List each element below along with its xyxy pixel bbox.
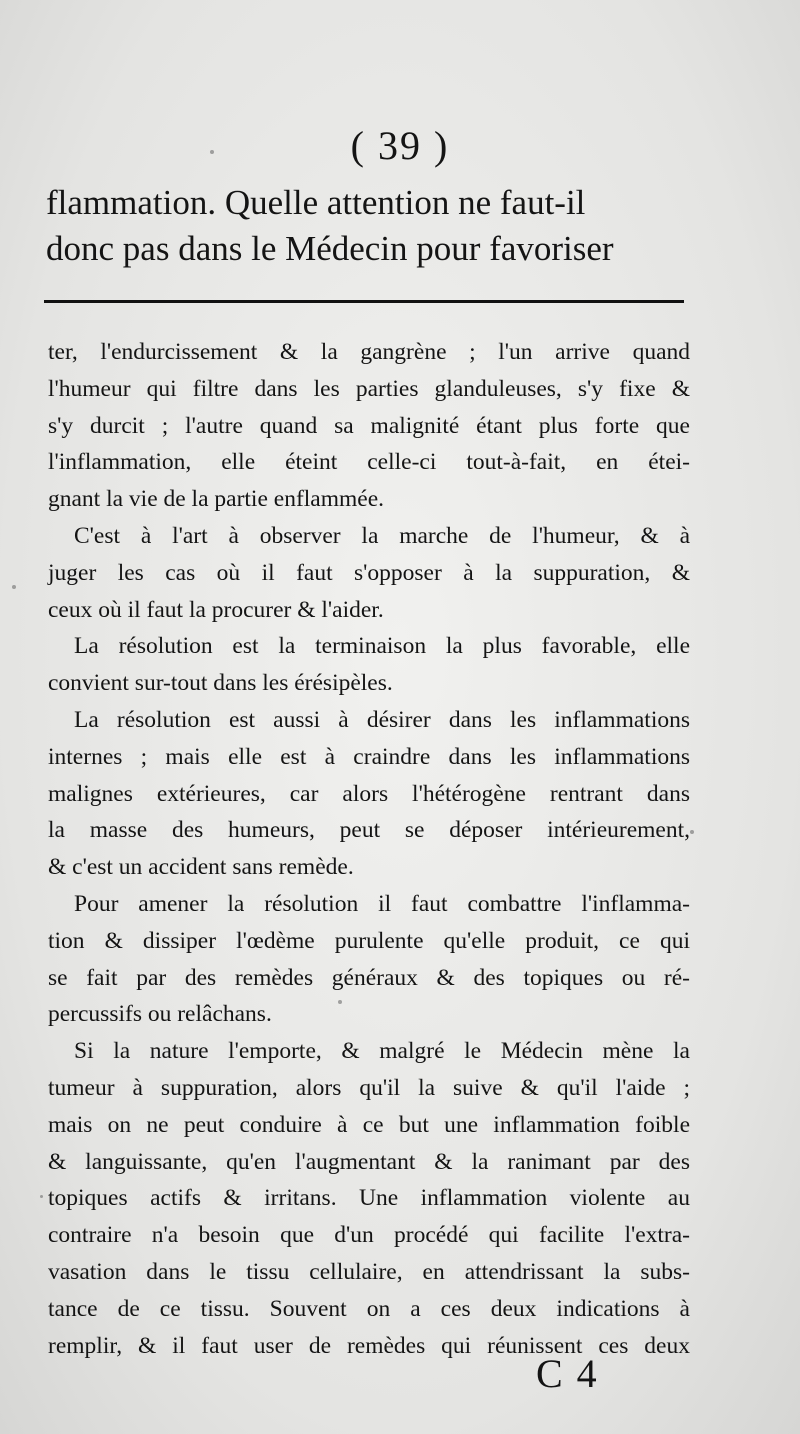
paper-speck <box>690 830 694 834</box>
paper-speck <box>12 585 16 589</box>
body-line: topiques actifs & irritans. Une inflammation violente au <box>48 1185 690 1212</box>
signature-mark: C 4 <box>536 1351 599 1396</box>
paper-speck <box>40 1195 43 1198</box>
body-line: s'y durcit ; l'autre quand sa malignité étant plus forte que <box>48 412 690 439</box>
body-line: percussifs ou relâchans. <box>48 1001 272 1028</box>
paper-speck <box>210 150 214 154</box>
body-line: mais on ne peut conduire à ce but une inflammation foible <box>48 1111 690 1138</box>
body-line: C'est à l'art à observer la marche de l'humeur, & à <box>74 522 690 549</box>
body-line: La résolution est la terminaison la plus favorable, elle <box>74 633 690 660</box>
body-line: contraire n'a besoin que d'un procédé qui facilite l'extra- <box>48 1222 690 1249</box>
body-line: gnant la vie de la partie enflammée. <box>48 486 385 513</box>
body-line: ter, l'endurcissement & la gangrène ; l'un arrive quand <box>48 339 690 365</box>
body-line: remplir, & il faut user de remèdes qui réunissent ces deux <box>48 1332 690 1359</box>
body-line: l'humeur qui filtre dans les parties glanduleuses, s'y fixe & <box>48 375 690 402</box>
body-line: se fait par des remèdes généraux & des topiques ou ré- <box>48 964 690 991</box>
body-text <box>48 334 690 1364</box>
body-line: la masse des humeurs, peut se déposer intérieurement, <box>48 817 690 844</box>
header-line-2: donc pas dans le Médecin pour favoriser <box>46 229 614 268</box>
body-line: Si la nature l'emporte, & malgré le Médecin mène la <box>74 1038 690 1065</box>
body-line: internes ; mais elle est à craindre dans les inflammations <box>48 743 690 770</box>
body-line: tance de ce tissu. Souvent on a ces deux indications à <box>48 1295 690 1322</box>
body-line: Pour amener la résolution il faut combattre l'inflamma- <box>74 890 690 917</box>
body-line: & c'est un accident sans remède. <box>48 854 354 881</box>
header-line-1: flammation. Quelle attention ne faut-il <box>46 183 586 222</box>
body-line: l'inflammation, elle éteint celle-ci tout-à-fait, en étei- <box>48 449 690 476</box>
body-line: convient sur-tout dans les érésipèles. <box>48 670 393 697</box>
body-line: La résolution est aussi à désirer dans les inflammations <box>74 706 690 733</box>
body-line: ceux où il faut la procurer & l'aider. <box>48 596 384 623</box>
page-number: ( 39 ) <box>350 123 450 168</box>
body-line: tumeur à suppuration, alors qu'il la suive & qu'il l'aide ; <box>48 1074 690 1101</box>
body-line: malignes extérieures, car alors l'hétérogène rentrant dans <box>48 780 690 807</box>
horizontal-rule <box>44 300 684 303</box>
body-line: vasation dans le tissu cellulaire, en attendrissant la subs- <box>48 1258 690 1285</box>
body-line: & languissante, qu'en l'augmentant & la ranimant par des <box>48 1148 690 1175</box>
body-line: tion & dissiper l'œdème purulente qu'elle produit, ce qui <box>48 927 690 954</box>
body-line: juger les cas où il faut s'opposer à la suppuration, & <box>48 559 690 586</box>
paper-speck <box>338 1000 342 1004</box>
